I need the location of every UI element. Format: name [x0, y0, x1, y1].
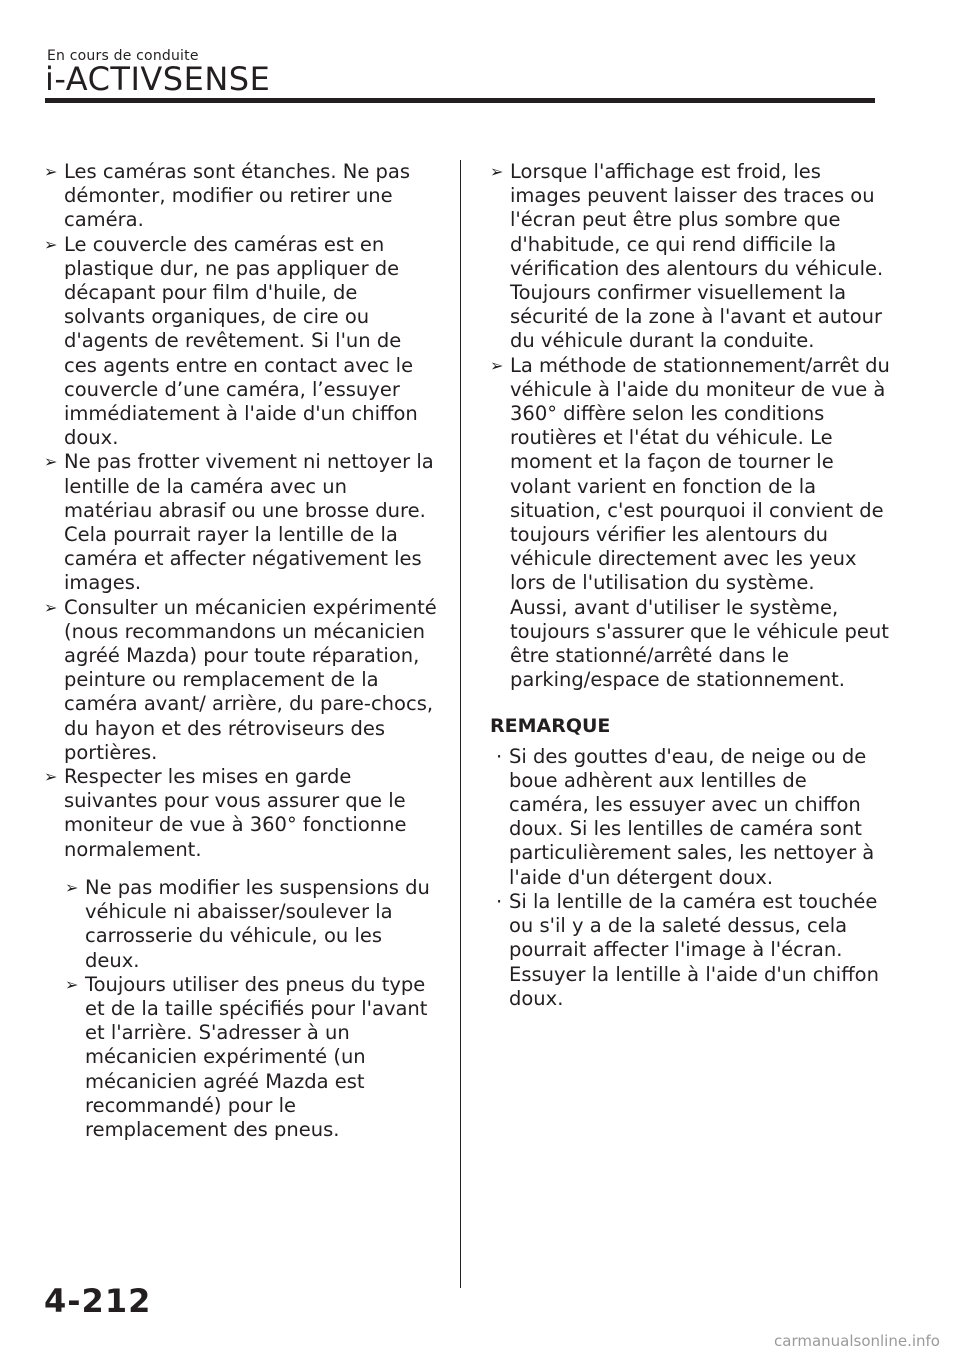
- arrow-bullet-icon: ➢: [44, 452, 58, 472]
- arrow-bullet-icon: ➢: [44, 234, 58, 254]
- caution-item: ➢ La méthode de stationnement/arrêt du véhicule à l'aide du moniteur de vue à 360° diffère selon les conditions routières et l'état du véhicule. Le moment et la façon de tourner le volant varient en fonction de la situation, c'est pourquoi il convient de toujours vérifier les alentours du véhicule directement avec les yeux lors de l'utilisation du système. Aussi, avant d'utiliser le système, toujours s'assurer que le véhicule peut être stationné/arrêté dans le parking/espace de stationnement.: [490, 353, 890, 692]
- arrow-bullet-icon: ➢: [44, 597, 58, 617]
- caution-item: ➢ Lorsque l'affichage est froid, les images peuvent laisser des traces ou l'écran peut être plus sombre que d'habitude, ce qui rend difficile la vérification des alentours du véhicule. Toujours confirmer visuellement la sécurité de la zone à l'avant et autour du véhicule durant la conduite.: [490, 160, 884, 353]
- right-column: [490, 160, 890, 1011]
- chapter-title: i-ACTIVSENSE: [45, 60, 271, 98]
- watermark: carmanualsonline.info: [774, 1332, 940, 1350]
- section-title: En cours de conduite: [47, 48, 199, 64]
- note-item: · Si des gouttes d'eau, de neige ou de boue adhèrent aux lentilles de caméra, les essuyer avec un chiffon doux. Si les lentilles de caméra sont particulièrement sales, les nettoyer à l'aide d'un détergent doux.: [496, 744, 875, 889]
- caution-sub-item: ➢ Toujours utiliser des pneus du type et de la taille spécifiés pour l'avant et l'arrière. S'adresser à un mécanicien expérimenté (un mécanicien agréé Mazda est recommandé) pour le remplacement des pneus.: [65, 972, 428, 1141]
- left-column: [44, 160, 440, 1142]
- dot-bullet-icon: ·: [496, 744, 503, 768]
- caution-sub-list: [44, 876, 440, 1142]
- caution-item: ➢ Les caméras sont étanches. Ne pas démonter, modifier ou retirer une caméra.: [44, 160, 411, 232]
- arrow-bullet-icon: ➢: [490, 162, 504, 181]
- caution-sub-item: ➢ Ne pas modifier les suspensions du véhicule ni abaisser/soulever la carrosserie du véhicule, ou les deux.: [65, 875, 430, 972]
- page-number: 4-212: [44, 1282, 152, 1320]
- note-heading: REMARQUE: [490, 715, 611, 738]
- caution-item: ➢ Le couvercle des caméras est en plastique dur, ne pas appliquer de décapant pour film d'huile, de solvants organiques, de cire ou d'agents de revêtement. Si l'un de ces agents entre en contact avec le couvercle d’une caméra, l’essuyer immédiatement à l'aide d'un chiffon doux.: [44, 232, 418, 450]
- dot-bullet-icon: ·: [496, 889, 503, 913]
- caution-item: ➢ Ne pas frotter vivement ni nettoyer la lentille de la caméra avec un matériau abrasif ou une brosse dure. Cela pourrait rayer la lentille de la caméra et affecter négativement les images.: [44, 450, 434, 595]
- column-divider: [460, 160, 461, 1288]
- caution-item: ➢ Consulter un mécanicien expérimenté (nous recommandons un mécanicien agréé Mazda) pour toute réparation, peinture ou remplacement de la caméra avant/ arrière, du pare-chocs, du hayon et des rétroviseurs des portières.: [44, 595, 437, 764]
- header-rule: [45, 98, 875, 103]
- arrow-bullet-icon: ➢: [65, 974, 79, 994]
- arrow-bullet-icon: ➢: [490, 355, 504, 375]
- arrow-bullet-icon: ➢: [44, 767, 58, 787]
- caution-item: ➢ Respecter les mises en garde suivantes pour vous assurer que le moniteur de vue à 360° fonctionne normalement.: [44, 765, 407, 861]
- note-item: · Si la lentille de la caméra est touchée ou s'il y a de la saleté dessus, cela pourrait affecter l'image à l'écran. Essuyer la lentille à l'aide d'un chiffon doux.: [496, 889, 879, 1010]
- arrow-bullet-icon: ➢: [65, 877, 79, 897]
- arrow-bullet-icon: ➢: [44, 162, 58, 181]
- caution-continuation: Aussi, avant d'utiliser le système, toujours s'assurer que le véhicule peut être stationné/arrêté dans le parking/espace de stationnement.: [510, 595, 889, 692]
